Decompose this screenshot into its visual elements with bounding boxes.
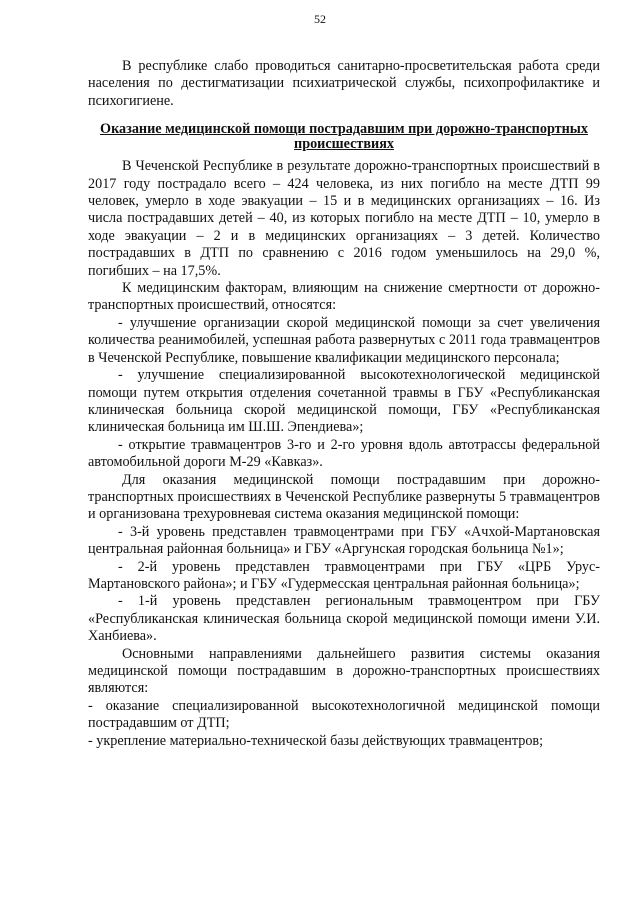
paragraph-factors-intro: К медицинским факторам, влияющим на снижение смертности от дорожно-транспортных происшествий, относятся: xyxy=(88,280,600,314)
bullet-specialized-care: - оказание специализированной высокотехнологичной медицинской помощи пострадавшим от ДТП; xyxy=(88,697,600,732)
bullet-ambulance-improvement: - улучшение организации скорой медицинской помощи за счет увеличения количества реанимобилей, успешная работа развернутых с 2011 года травмацентров в Чеченской Республике, повышение квалификации медицинского персонала; xyxy=(88,314,600,366)
intro-paragraph: В республике слабо проводиться санитарно-просветительская работа среди населения по дестигматизации психиатрической службы, психопрофилактике и психогигиене. xyxy=(88,58,600,109)
bullet-level-2: - 2-й уровень представлен травмоцентрами при ГБУ «ЦРБ Урус-Мартановского района»; и ГБУ «Гудермесская центральная районная больница»; xyxy=(88,558,600,592)
bullet-material-base: - укрепление материально-технической базы действующих травмацентров; xyxy=(88,732,544,749)
bullet-level-1: - 1-й уровень представлен региональным травмоцентром при ГБУ «Республиканская клиническая больница скорой медицинской помощи имени У.И. Ханбиева». xyxy=(88,593,600,645)
document-body xyxy=(88,58,600,750)
section-heading: Оказание медицинской помощи пострадавшим при дорожно-транспортных происшествиях xyxy=(100,121,588,153)
paragraph-trauma-system: Для оказания медицинской помощи пострадавшим при дорожно-транспортных происшествиях в Чеченской Республике развернуты 5 травмацентров и организована трехуровневая система оказания медицинской помощи: xyxy=(88,471,600,523)
page-number: 52 xyxy=(314,12,326,26)
bullet-level-3: - 3-й уровень представлен травмоцентрами при ГБУ «Ачхой-Мартановская центральная районная больница» и ГБУ «Аргунская городская больница №1»; xyxy=(88,523,600,558)
paragraph-statistics: В Чеченской Республике в результате дорожно-транспортных происшествий в 2017 году пострадало всего – 424 человека, из них погибло на месте ДТП 99 человек, умерло в ходе эвакуации – 15 и в медицинских организациях – 16. Из числа пострадавших детей – 40, из которых погибло на месте ДТП – 10, умерло в ходе эвакуации – 2 и в медицинских организациях – 3 детей. Количество пострадавших в ДТП по сравнению с 2016 годом уменьшилось на 29,0 %, погибших – на 17,5%. xyxy=(88,158,600,279)
paragraph-directions: Основными направлениями дальнейшего развития системы оказания медицинской помощи пострадавшим в дорожно-транспортных происшествиях являются: xyxy=(88,645,600,697)
bullet-trauma-centers-opening: - открытие травмацентров 3-го и 2-го уровня вдоль автотрассы федеральной автомобильной дороги М-29 «Кавказ». xyxy=(88,436,600,471)
bullet-high-tech-care: - улучшение специализированной высокотехнологической медицинской помощи путем открытия отделения сочетанной травмы в ГБУ «Республиканская клиническая больница скорой медицинской помощи, ГБУ «Республиканская клиническая больница им Ш.Ш. Эпендиева»; xyxy=(88,367,600,436)
